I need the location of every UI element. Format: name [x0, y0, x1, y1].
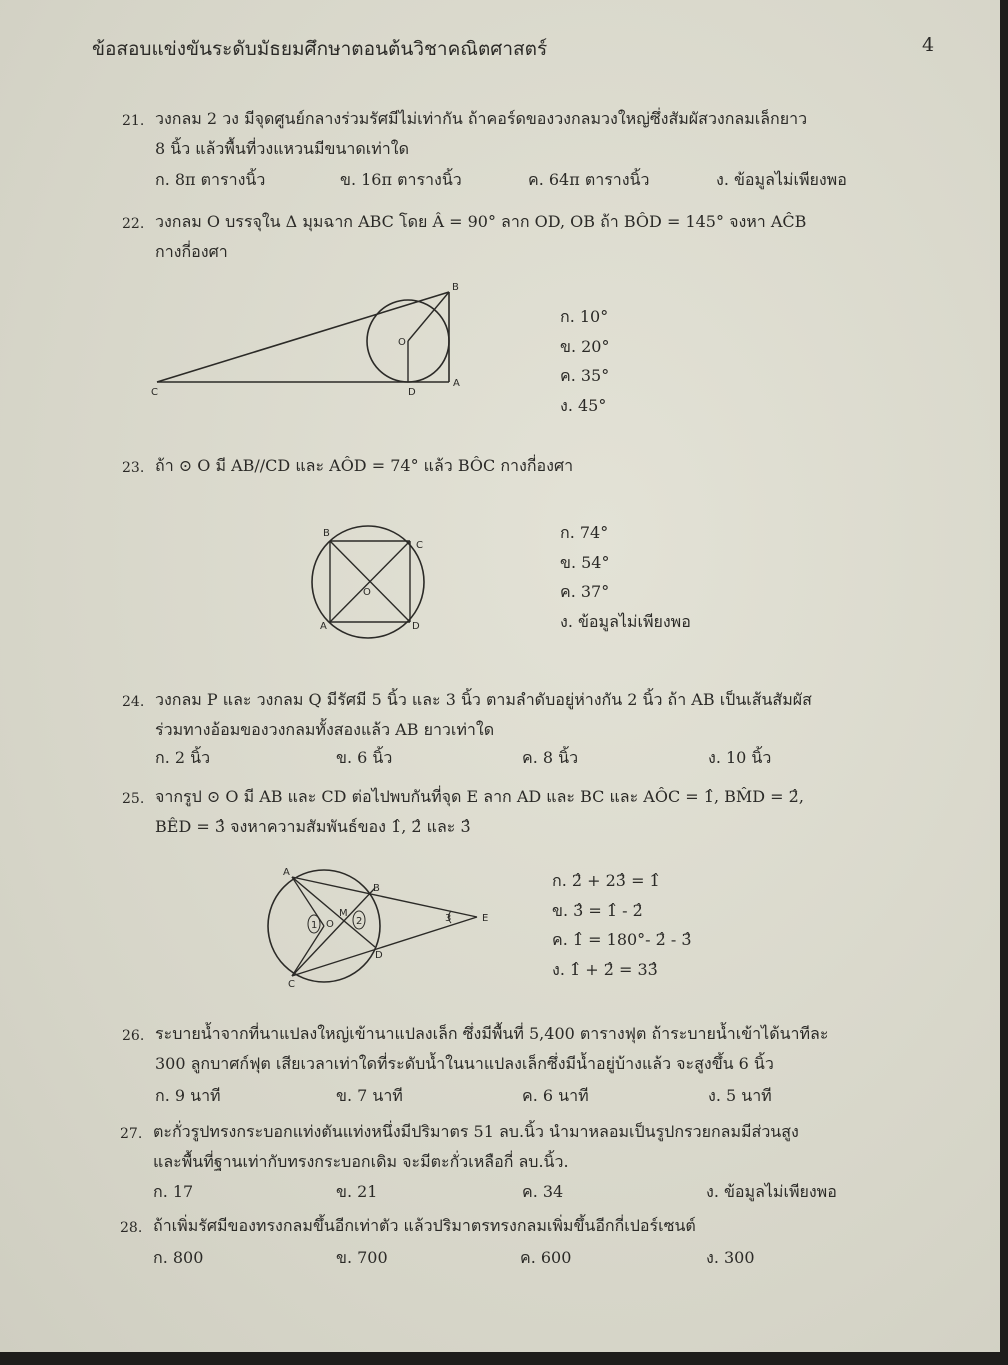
label-a: A [453, 378, 460, 389]
choices-list [560, 302, 609, 420]
page-number: 4 [922, 34, 935, 56]
choice: ก. 800 [153, 1248, 204, 1267]
label-angle-1: 1 [311, 920, 318, 931]
question-number: 23. [122, 460, 145, 476]
question-text [155, 104, 807, 164]
choice: ง. 45° [560, 395, 607, 415]
choice: ข. 700 [336, 1248, 388, 1267]
choice: ก. 2 นิ้ว [155, 748, 211, 767]
question-number: 21. [122, 113, 145, 129]
question-line: จากรูป ⊙ O มี AB และ CD ต่อไปพบกันที่จุด E ลาก AD และ BC และ AÔC = 1̂, BM̂D = 2̂, [155, 787, 804, 806]
choice: ง. 1̂ + 2̂ = 33̂ [552, 959, 658, 979]
question-text [155, 451, 573, 481]
question-number: 25. [122, 791, 145, 807]
question-number: 26. [122, 1028, 145, 1044]
choice: ก. 9 นาที [155, 1086, 221, 1105]
question-number: 27. [120, 1126, 143, 1142]
circle-o [312, 526, 424, 638]
choice: ค. 35° [560, 366, 610, 385]
choice: ค. 6 นาที [522, 1086, 589, 1105]
question-line: ถ้า ⊙ O มี AB//CD และ AÔD = 74° แล้ว BÔC กางกี่องศา [155, 456, 574, 475]
label-o: O [363, 587, 371, 598]
question-number: 24. [122, 694, 145, 710]
q23-circle-figure [300, 520, 440, 645]
secant-abe [292, 877, 477, 917]
question-text [155, 782, 804, 842]
question-line: BÊD = 3̂ จงหาความสัมพันธ์ของ 1̂, 2̂ และ 3̂ [155, 817, 471, 836]
choice: ง. 300 [706, 1248, 755, 1267]
question-number: 28. [120, 1220, 143, 1236]
label-d: D [408, 387, 416, 398]
line-ad [292, 877, 375, 947]
line-co [292, 926, 324, 976]
choice: ค. 37° [560, 582, 610, 601]
question-text [155, 685, 812, 745]
choice: ค. 8 นิ้ว [522, 748, 579, 767]
label-d: D [412, 621, 420, 632]
page-header-title: ข้อสอบแข่งขันระดับมัธยมศึกษาตอนต้นวิชาคณิตศาสตร์ [92, 38, 548, 60]
question-line: วงกลม 2 วง มีจุดศูนย์กลางร่วมรัศมีไม่เท่ากัน ถ้าคอร์ดของวงกลมวงใหญ่ซึ่งสัมผัสวงกลมเล็กยาว [155, 109, 808, 128]
label-angle-2: 2 [356, 916, 363, 927]
question-line: วงกลม O บรรจุใน Δ มุมฉาก ABC โดย Â = 90° ลาก OD, OB ถ้า BÔD = 145° จงหา AĈB [155, 212, 807, 231]
label-angle-3: 3 [445, 913, 452, 924]
label-e: E [482, 913, 489, 924]
question-text [153, 1211, 696, 1241]
choice: ก. 8π ตารางนิ้ว [155, 170, 266, 189]
label-d: D [375, 950, 383, 961]
choice: ข. 6 นิ้ว [336, 748, 393, 767]
label-c: C [288, 979, 295, 989]
label-a: A [320, 621, 327, 632]
question-line: 8 นิ้ว แล้วพื้นที่วงแหวนมีขนาดเท่าใด [155, 139, 409, 158]
line-ob [408, 292, 449, 341]
question-line: ร่วมทางอ้อมของวงกลมทั้งสองแล้ว AB ยาวเท่าใด [155, 720, 495, 739]
question-line: ระบายน้ำจากที่นาแปลงใหญ่เข้านาแปลงเล็ก ซึ่งมีพื้นที่ 5,400 ตารางฟุต ถ้าระบายน้ำเข้าได้นาทีละ [155, 1024, 829, 1043]
question-line: และพื้นที่ฐานเท่ากับทรงกระบอกเดิม จะมีตะกั่วเหลือกี่ ลบ.นิ้ว. [153, 1152, 569, 1171]
choice: ง. ข้อมูลไม่เพียงพอ [716, 170, 847, 189]
label-c: C [151, 387, 158, 398]
q25-circle-figure [262, 864, 502, 989]
question-line: วงกลม P และ วงกลม Q มีรัศมี 5 นิ้ว และ 3 นิ้ว ตามลำดับอยู่ห่างกัน 2 นิ้ว ถ้า AB เป็นเส้นสัมผัส [155, 690, 812, 709]
choice: ข. 7 นาที [336, 1086, 403, 1105]
q22-triangle-figure [145, 278, 475, 403]
choice: ก. 2̂ + 23̂ = 1̂ [552, 871, 660, 890]
choice: ก. 10° [560, 307, 609, 326]
question-line: ถ้าเพิ่มรัศมีของทรงกลมขึ้นอีกเท่าตัว แล้วปริมาตรทรงกลมเพิ่มขึ้นอีกกี่เปอร์เซนต์ [153, 1216, 696, 1235]
choice: ค. 1̂ = 180°- 2̂ - 3̂ [552, 930, 692, 949]
label-m: M [339, 908, 348, 919]
choice: ข. 3̂ = 1̂ - 2̂ [552, 900, 643, 920]
choice: ง. ข้อมูลไม่เพียงพอ [560, 611, 691, 631]
label-o: O [398, 337, 406, 348]
question-line: ตะกั่วรูปทรงกระบอกแท่งตันแท่งหนึ่งมีปริมาตร 51 ลบ.นิ้ว นำมาหลอมเป็นรูปกรวยกลมมีส่วนสูง [153, 1122, 799, 1141]
choice: ง. 5 นาที [708, 1086, 772, 1105]
question-line: กางกี่องศา [155, 242, 228, 261]
choice: ก. 17 [153, 1182, 194, 1201]
question-text [155, 1019, 828, 1079]
choice: ข. 16π ตารางนิ้ว [340, 170, 462, 189]
choice: ง. ข้อมูลไม่เพียงพอ [706, 1182, 837, 1201]
choice: ง. 10 นิ้ว [708, 748, 772, 767]
question-line: 300 ลูกบาศก์ฟุต เสียเวลาเท่าใดที่ระดับน้ำในนาแปลงเล็กซึ่งมีน้ำอยู่บ้างแล้ว จะสูงขึ้น 6 นิ้ว [155, 1054, 774, 1073]
choice: ค. 600 [520, 1248, 572, 1267]
question-text [153, 1117, 799, 1177]
choices-list [552, 866, 692, 984]
label-c: C [416, 540, 423, 551]
choice: ข. 20° [560, 336, 610, 356]
choices-list [560, 518, 691, 636]
label-a: A [283, 867, 290, 878]
label-o: O [326, 919, 334, 930]
label-b: B [452, 282, 459, 293]
choice: ข. 54° [560, 552, 610, 572]
label-b: B [373, 883, 380, 894]
label-b: B [323, 528, 330, 539]
question-number: 22. [122, 216, 145, 232]
choice: ค. 64π ตารางนิ้ว [528, 170, 650, 189]
question-text [155, 207, 806, 267]
choice: ข. 21 [336, 1182, 378, 1201]
choice: ก. 74° [560, 523, 609, 542]
choice: ค. 34 [522, 1182, 564, 1201]
